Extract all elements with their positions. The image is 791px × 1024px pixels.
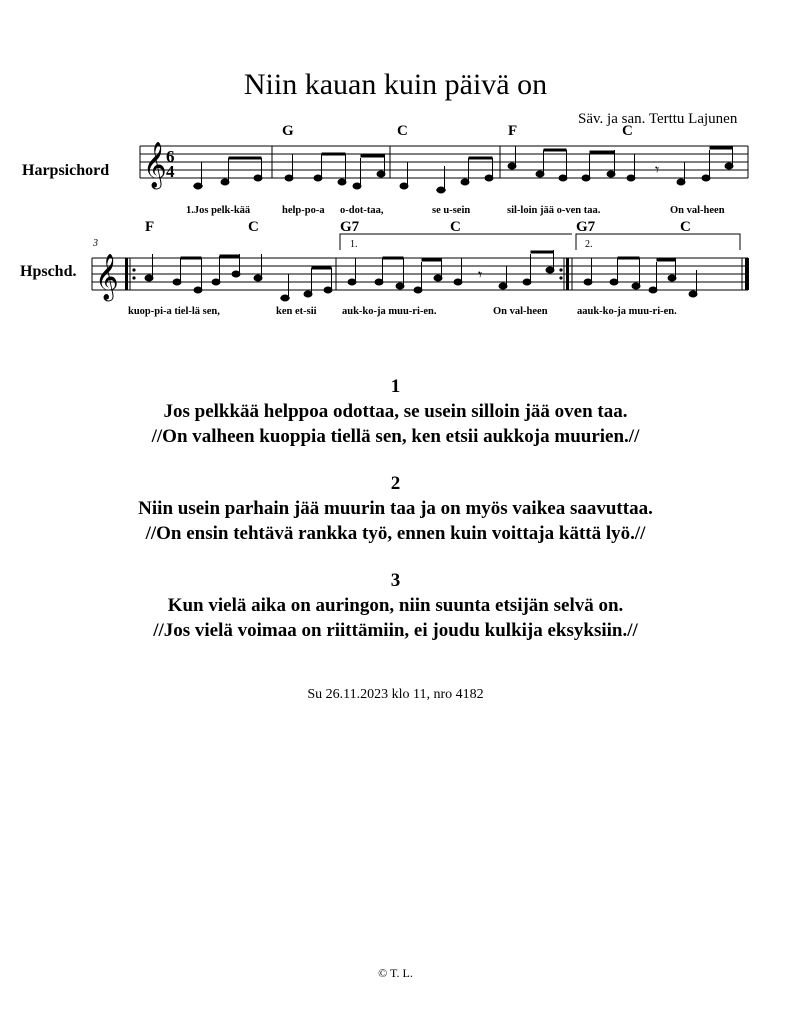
chord-symbol: G7 [340,219,360,235]
volta-first-ending-label: 1. [350,239,358,250]
lyric-syllables: On val-heen [493,306,548,317]
svg-text:4: 4 [166,162,175,181]
lyric-syllables: sil-loin jää o-ven taa. [507,205,601,216]
svg-text:𝄾: 𝄾 [478,265,483,284]
lyric-syllables: ken et-sii [276,306,317,317]
verse-line: //Jos vielä voimaa on riittämiin, ei joudu kulkija eksyksiin.// [153,620,638,641]
chord-symbol: C [248,219,259,235]
sheet-music-notation [0,0,791,340]
verse-line: Jos pelkkää helppoa odottaa, se usein silloin jää oven taa. [163,401,628,422]
chord-symbol: C [622,123,633,139]
verse-1 [0,374,791,449]
song-title: Niin kauan kuin päivä on [243,68,548,101]
lyric-syllables: aauk-ko-ja muu-ri-en. [577,306,677,317]
date-line: Su 26.11.2023 klo 11, nro 4182 [307,687,484,702]
lyric-syllables: se u-sein [432,205,471,216]
verse-line: Kun vielä aika on auringon, niin suunta etsijän selvä on. [167,595,624,616]
chord-symbol: F [508,123,518,139]
chord-symbol: G7 [576,219,596,235]
chord-symbol: C [680,219,691,235]
chord-symbol: F [145,219,155,235]
svg-text:𝄾: 𝄾 [655,160,660,179]
chord-symbol: G [282,123,294,139]
lyric-syllables: kuop-pi-a tiel-lä sen, [128,306,220,317]
chord-symbol: C [397,123,408,139]
verse-line: Niin usein parhain jää muurin taa ja on myös vaikea saavuttaa. [138,498,653,519]
volta-second-ending-label: 2. [585,239,593,250]
verse-line: //On valheen kuoppia tiellä sen, ken etsii aukkoja muurien.// [151,426,640,447]
composer-credit: Säv. ja san. Terttu Lajunen [578,111,738,127]
measure-number: 3 [93,238,98,249]
lyric-syllables: o-dot-taa, [340,205,384,216]
instrument-name-2: Hpschd. [20,263,77,280]
svg-text:6: 6 [166,147,175,166]
verse-number: 3 [390,570,401,591]
copyright-notice: © T. L. [378,966,413,980]
lyric-syllables: On val-heen [670,205,725,216]
instrument-name-1: Harpsichord [22,162,110,179]
lyric-syllables: help-po-a [282,205,325,216]
staff-lines-2 [92,258,748,290]
treble-clef-icon: 𝄞 [95,254,119,300]
verse-2 [0,471,791,546]
lyrics-verses [0,374,791,665]
treble-clef-icon: 𝄞 [143,142,167,188]
verse-3 [0,568,791,643]
verse-line: //On ensin tehtävä rankka työ, ennen kuin voittaja kättä lyö.// [145,523,646,544]
verse-number: 1 [390,376,401,397]
lyric-syllables: 1.Jos pelk-kää [186,205,251,216]
verse-number: 2 [390,473,401,494]
lyric-syllables: auk-ko-ja muu-ri-en. [342,306,437,317]
chord-symbol: C [450,219,461,235]
